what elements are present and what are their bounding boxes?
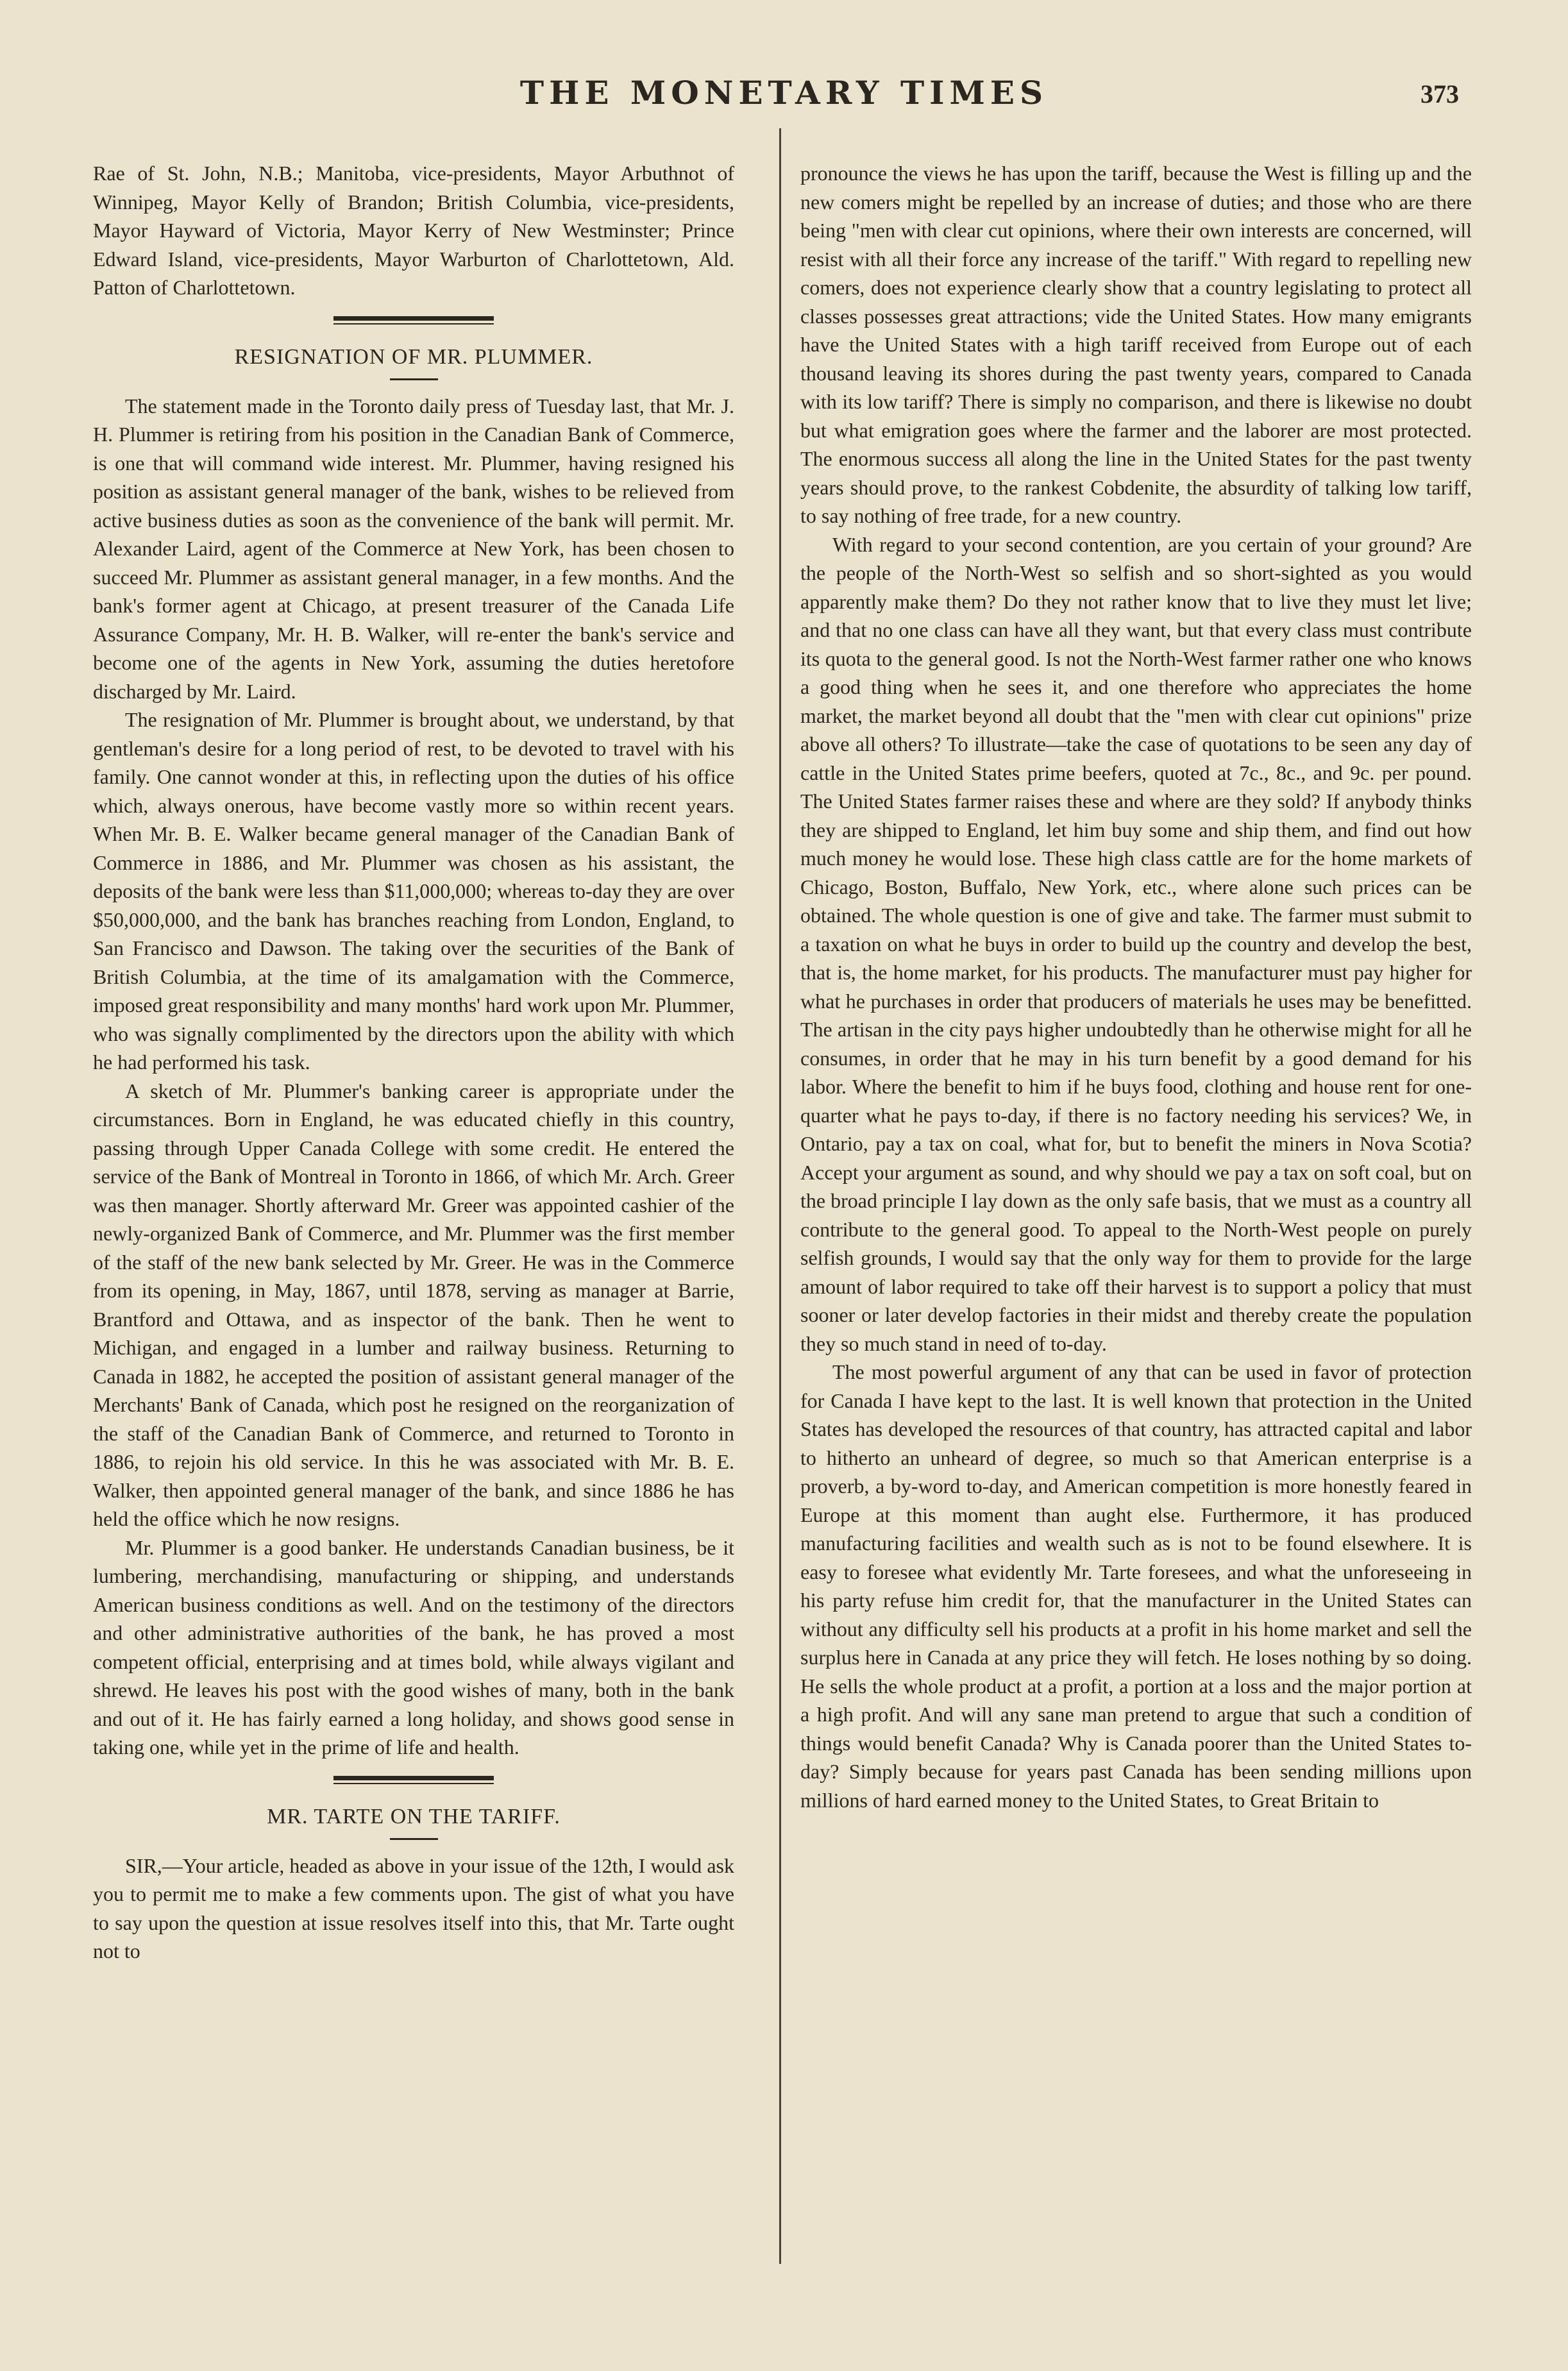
- article-title: RESIGNATION OF MR. PLUMMER.: [234, 344, 593, 369]
- article-paragraph: The statement made in the Toronto daily press of Tuesday last, that Mr. J. H. Plummer is retiring from his position in the Canadian Bank of Commerce, is one that will command wide interest. Mr. Plummer, having resigned his position as assistant general manager of the bank, wishes to be relieved from active business duties as soon as the convenience of the bank will permit. Mr. Alexander Laird, agent of the Commerce at New York, has been chosen to succeed Mr. Plummer as assistant general manager, in a few months. And the bank's former agent at Chicago, at present treasurer of the Canada Life Assurance Company, Mr. H. B. Walker, will re-enter the bank's service and become one of the agents in New York, assuming the duties heretofore discharged by Mr. Laird.: [93, 394, 734, 703]
- article-title: MR. TARTE ON THE TARIFF.: [267, 1804, 561, 1828]
- title-rule: [390, 1838, 438, 1840]
- article-paragraph: The most powerful argument of any that can be used in favor of protection for Canada I have kept to the last. It is well known that protection in the United States has developed the resources of that country, has attracted capital and labor to hitherto an unheard of degree, so much so that American enterprise is a proverb, a by-word to-day, and American competition is more honestly feared in Europe at this moment than aught else. Furthermore, it has produced manufacturing facilities and wealth such as is not to be found elsewhere. It is easy to foresee what evidently Mr. Tarte foresees, and what the unforeseeing in his party refuse him credit for, that the manufacturer in the United States can without any difficulty sell his products at a profit in his home market and sell the surplus here in Canada at any price they will fetch. He loses nothing by so doing. He sells the whole product at a profit, a portion at a loss and the major portion at a high profit. And will any sane man pretend to argue that such a condition of things would benefit Canada? Why is Canada poorer than the United States to-day? Simply because for years past Canada has been sending millions upon millions of hard earned money to the United States, to Great Britain to: [800, 1360, 1472, 1812]
- right-column: [800, 159, 1472, 1814]
- masthead: THE MONETARY TIMES: [519, 74, 1049, 112]
- article-paragraph: A sketch of Mr. Plummer's banking career is appropriate under the circumstances. Born in England, he was educated chiefly in this country, passing through Upper Canada College with some credit. He entered the service of the Bank of Montreal in Toronto in 1866, of which Mr. Arch. Greer was then manager. Shortly afterward Mr. Greer was appointed cashier of the newly-organized Bank of Commerce, and Mr. Plummer was the first member of the staff of the new bank selected by Mr. Greer. He was in the Commerce from its opening, in May, 1867, until 1878, serving as manager at Barrie, Brantford and Ottawa, and as inspector of the bank. Then he went to Michigan, and engaged in a lumber and railway business. Returning to Canada in 1882, he accepted the position of assistant general manager of the Merchants' Bank of Canada, which post he resigned on the reorganization of the staff of the Canadian Bank of Commerce, and returned to Toronto in 1886, to rejoin his old service. In this he was associated with Mr. B. E. Walker, then appointed general manager of the bank, and since 1886 he has held the office which he now resigns.: [93, 1079, 734, 1530]
- page-header: [0, 67, 1568, 119]
- section-divider: [333, 1776, 494, 1784]
- left-column: [93, 159, 734, 1966]
- page-number: 373: [1420, 80, 1459, 108]
- column-divider: [779, 128, 781, 2264]
- article-paragraph: SIR,—Your article, headed as above in your issue of the 12th, I would ask you to permit me to make a few comments upon. The gist of what you have to say upon the question at issue resolves itself into this, that Mr. Tarte ought not to: [93, 1853, 734, 1962]
- section-divider: [333, 316, 494, 325]
- article-paragraph: With regard to your second contention, are you certain of your ground? Are the people of the North-West so selfish and so short-sighted as you would apparently make them? Do they not rather know that to live they must let live; and that no one class can have all they want, but that every class must contribute its quota to the general good. Is not the North-West farmer rather one who knows a good thing when he sees it, and one therefore who appreciates the home market, the market beyond all doubt that the "men with clear cut opinions" prize above all others? To illustrate—take the case of quotations to be seen any day of cattle in the United States prime beefers, quoted at 7c., 8c., and 9c. per pound. The United States farmer raises these and where are they sold? If anybody thinks they are shipped to England, let him buy some and ship them, and find out how much money he would lose. These high class cattle are for the home markets of Chicago, Boston, Buffalo, New York, etc., where alone such prices can be obtained. The whole question is one of give and take. The farmer must submit to a taxation on what he buys in order to build up the country and develop the best, that is, the home market, for his products. The manufacturer must pay higher for what he purchases in order that producers of materials he uses may be benefitted. The artisan in the city pays higher undoubtedly than he otherwise might for all he consumes, in order that he may in his turn benefit by a good demand for his labor. Where the benefit to him if he buys food, clothing and house rent for one-quarter what he pays to-day, if there is no factory needing his services? We, in Ontario, pay a tax on coal, what for, but to benefit the miners in Nova Scotia? Accept your argument as sound, and why should we pay a tax on soft coal, but on the broad principle I lay down as the only safe basis, that we must as a country all contribute to the general good. To appeal to the North-West people on purely selfish grounds, I would say that the only way for them to provide for the large amount of labor required to take off their harvest is to support a policy that must sooner or later develop factories in their midst and thereby create the population they so much stand in need of to-day.: [800, 532, 1472, 1355]
- article-paragraph: Mr. Plummer is a good banker. He understands Canadian business, be it lumbering, merchandising, manufacturing or shipping, and understands American business conditions as well. And on the testimony of the directors and other administrative authorities of the bank, he has proved a most competent official, enterprising and at times bold, while always vigilant and shrewd. He leaves his post with the good wishes of many, both in the bank and out of it. He has fairly earned a long holiday, and shows good sense in taking one, while yet in the prime of life and health.: [93, 1535, 734, 1759]
- article-paragraph: pronounce the views he has upon the tariff, because the West is filling up and the new comers might be repelled by an increase of duties; and those who are there being "men with clear cut opinions, where their own interests are concerned, will resist with all their force any increase of the tariff." With regard to repelling new comers, does not experience clearly show that a country legislating to protect all classes possesses great attractions; vide the United States. How many emigrants have the United States with a high tariff received from Europe out of each thousand leaving its shores during the past twenty years, compared to Canada with its low tariff? There is simply no comparison, and there is likewise no doubt but what emigration goes where the farmer and the laborer are most protected. The enormous success all along the line in the United States for the past twenty years should prove, to the rankest Cobdenite, the absurdity of talking low tariff, to say nothing of free trade, for a new country.: [800, 162, 1472, 527]
- intro-paragraph: Rae of St. John, N.B.; Manitoba, vice-presidents, Mayor Arbuthnot of Winnipeg, Mayor Kelly of Brandon; British Columbia, vice-presidents, Mayor Hayward of Victoria, Mayor Kerry of New Westminster; Prince Edward Island, vice-presidents, Mayor Warburton of Charlottetown, Ald. Patton of Charlottetown.: [93, 162, 734, 299]
- title-rule: [390, 378, 438, 380]
- article-paragraph: The resignation of Mr. Plummer is brought about, we understand, by that gentleman's desire for a long period of rest, to be devoted to travel with his family. One cannot wonder at this, in reflecting upon the duties of his office which, always onerous, have become vastly more so within recent years. When Mr. B. E. Walker became general manager of the Canadian Bank of Commerce in 1886, and Mr. Plummer was chosen as his assistant, the deposits of the bank were less than $11,000,000; whereas to-day they are over $50,000,000, and the bank has branches reaching from London, England, to San Francisco and Dawson. The taking over the securities of the Bank of British Columbia, at the time of its amalgamation with the Commerce, imposed great responsibility and many months' hard work upon Mr. Plummer, who was signally complimented by the directors upon the ability with which he had performed his task.: [93, 708, 734, 1074]
